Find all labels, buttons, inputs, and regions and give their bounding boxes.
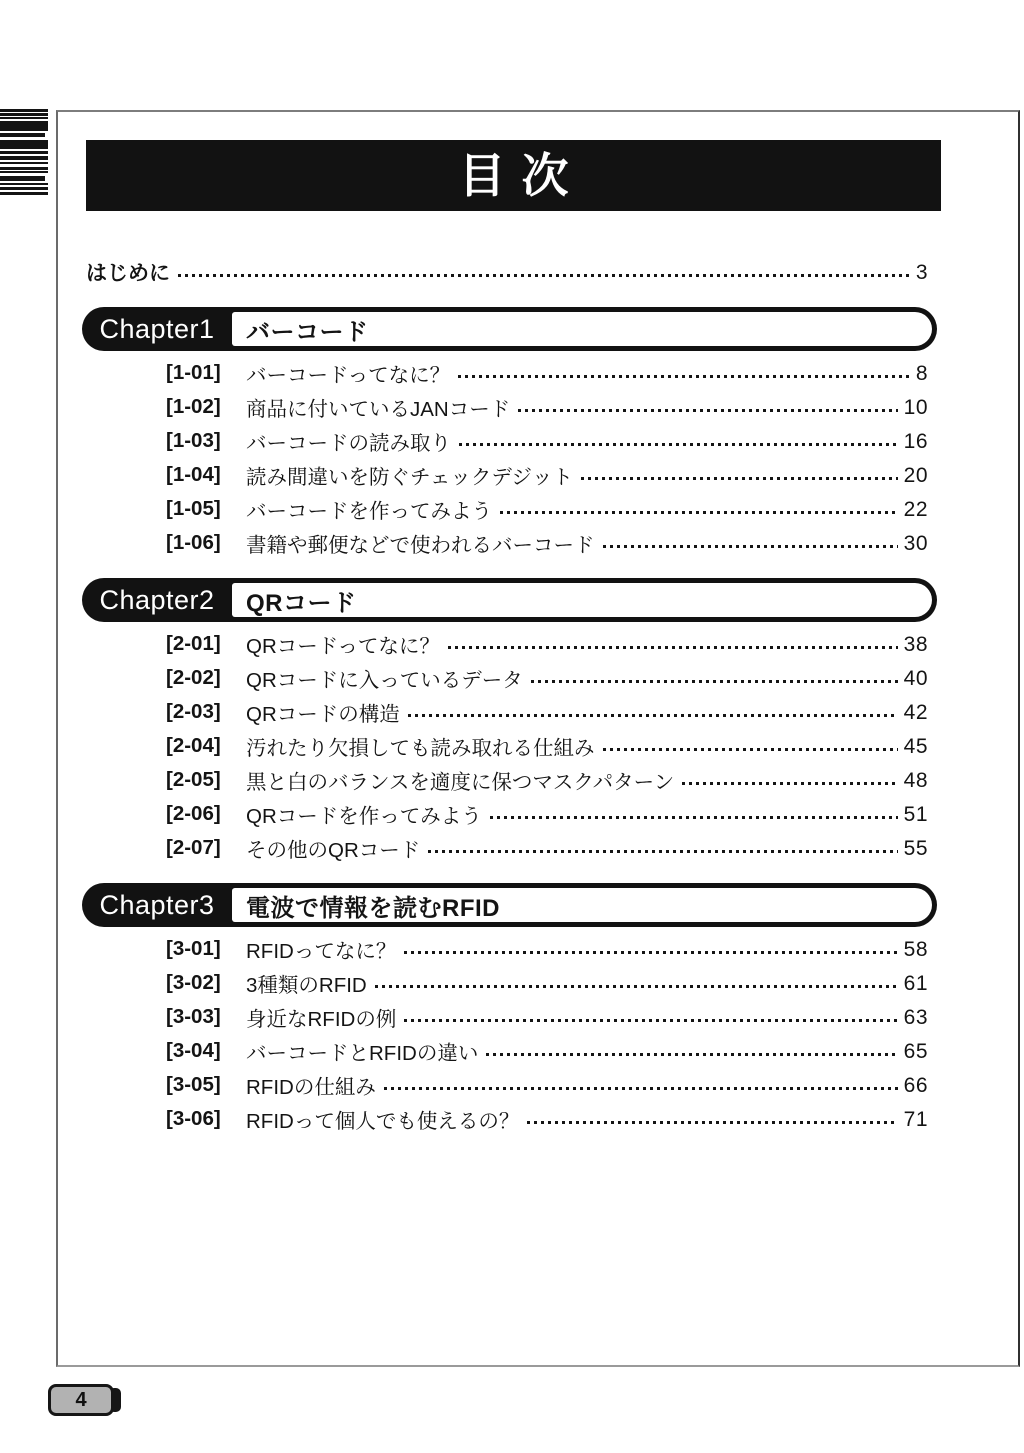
- toc-entry-row: [166, 661, 928, 695]
- toc-entry-row: [166, 932, 928, 966]
- entry-number: [2-06]: [166, 802, 221, 825]
- entry-title: バーコードの読み取り: [246, 432, 451, 455]
- intro-label: はじめに: [86, 262, 170, 285]
- entry-title: QRコードってなに？: [246, 635, 440, 658]
- chapter-title-panel: [232, 583, 932, 617]
- entry-page-number: 55: [903, 836, 928, 860]
- entry-page-number: 8: [915, 361, 928, 385]
- entry-number: [1-02]: [166, 395, 221, 418]
- dot-leader: [448, 646, 898, 649]
- entry-title: バーコードを作ってみよう: [246, 500, 492, 523]
- entry-page-number: 10: [903, 395, 928, 419]
- toc-entry-row: [166, 1000, 928, 1034]
- toc-entry-row: [166, 966, 928, 1000]
- entry-number: [3-04]: [166, 1039, 221, 1062]
- entry-page-number: 71: [903, 1107, 928, 1131]
- entry-title: QRコードを作ってみよう: [246, 805, 482, 828]
- intro-page-number: 3: [915, 260, 928, 284]
- dot-leader: [404, 1019, 897, 1022]
- toc-entry-row: [166, 831, 928, 865]
- dot-leader: [581, 477, 898, 480]
- toc-entry-row: [166, 1034, 928, 1068]
- entry-page-number: 58: [903, 937, 928, 961]
- dot-leader: [458, 375, 910, 378]
- dot-leader: [500, 511, 898, 514]
- toc-entry-row: [166, 458, 928, 492]
- entry-page-number: 61: [903, 971, 928, 995]
- entry-page-number: 20: [903, 463, 928, 487]
- toc-entry-row: [166, 797, 928, 831]
- toc-entry-row: [166, 390, 928, 424]
- toc-entry-row: [166, 763, 928, 797]
- entry-title: 商品に付いているJANコード: [246, 398, 511, 421]
- entry-number: [3-02]: [166, 971, 221, 994]
- toc-entry-row: [166, 695, 928, 729]
- entry-title: バーコードってなに？: [246, 364, 451, 387]
- entry-title: 3種類のRFID: [246, 974, 367, 997]
- entry-number: [3-03]: [166, 1005, 221, 1028]
- toc-entry-row: [166, 1068, 928, 1102]
- entry-number: [2-03]: [166, 700, 221, 723]
- entry-page-number: 66: [903, 1073, 928, 1097]
- chapter-heading: [82, 307, 937, 351]
- entry-number: [2-01]: [166, 632, 221, 655]
- entry-title: RFIDの仕組み: [246, 1076, 376, 1099]
- chapter-title-panel: [232, 888, 932, 922]
- dot-leader: [531, 680, 898, 683]
- entry-page-number: 40: [903, 666, 928, 690]
- dot-leader: [375, 985, 898, 988]
- chapter-heading: [82, 578, 937, 622]
- chapter-label: Chapter3: [99, 889, 215, 920]
- toc-entry-row: [166, 526, 928, 560]
- entry-page-number: 42: [903, 700, 928, 724]
- toc-entry-row: [166, 729, 928, 763]
- entry-title: RFIDって個人でも使えるの？: [246, 1110, 520, 1133]
- entry-page-number: 51: [903, 802, 928, 826]
- entry-number: [1-01]: [166, 361, 221, 384]
- chapter-entries: [166, 932, 928, 1136]
- toc-entry-row: [166, 1102, 928, 1136]
- dot-leader: [408, 714, 898, 717]
- dot-leader: [490, 816, 898, 819]
- chapter-section: [82, 578, 937, 865]
- chapter-section: [82, 883, 937, 1136]
- toc-intro-row: [86, 257, 928, 287]
- dot-leader: [404, 951, 897, 954]
- entry-number: [3-06]: [166, 1107, 221, 1130]
- entry-number: [1-05]: [166, 497, 221, 520]
- chapter-section: [82, 307, 937, 560]
- dot-leader: [486, 1053, 897, 1056]
- page-frame: [56, 110, 1020, 1367]
- entry-title: QRコードに入っているデータ: [246, 669, 523, 692]
- chapter-entries: [166, 356, 928, 560]
- chapter-title: 電波で情報を読むRFID: [246, 894, 500, 922]
- chapter-label: Chapter2: [99, 584, 215, 615]
- dot-leader: [384, 1087, 898, 1090]
- entry-title: QRコードの構造: [246, 703, 400, 726]
- toc-entry-row: [166, 627, 928, 661]
- entry-number: [1-06]: [166, 531, 221, 554]
- entry-page-number: 16: [903, 429, 928, 453]
- dot-leader: [682, 782, 897, 785]
- page-title-band: [86, 140, 941, 211]
- footer-page-badge: [48, 1384, 114, 1416]
- chapter-title-panel: [232, 312, 932, 346]
- footer-partial-mark: [112, 1388, 121, 1412]
- entry-page-number: 38: [903, 632, 928, 656]
- entry-number: [2-05]: [166, 768, 221, 791]
- entry-number: [2-02]: [166, 666, 221, 689]
- toc-entry-row: [166, 424, 928, 458]
- entry-number: [1-03]: [166, 429, 221, 452]
- dot-leader: [178, 274, 910, 277]
- entry-page-number: 63: [903, 1005, 928, 1029]
- dot-leader: [459, 443, 898, 446]
- entry-number: [3-05]: [166, 1073, 221, 1096]
- entry-number: [2-04]: [166, 734, 221, 757]
- dot-leader: [428, 850, 897, 853]
- toc-entry-row: [166, 356, 928, 390]
- entry-page-number: 48: [903, 768, 928, 792]
- toc-entry-row: [166, 492, 928, 526]
- entry-number: [2-07]: [166, 836, 221, 859]
- dot-leader: [527, 1121, 897, 1124]
- entry-title: RFIDってなに？: [246, 940, 397, 963]
- entry-title: バーコードとRFIDの違い: [246, 1042, 479, 1065]
- footer-page-number: 4: [75, 1388, 87, 1411]
- entry-number: [3-01]: [166, 937, 221, 960]
- entry-title: その他のQRコード: [246, 839, 421, 862]
- chapter-title: バーコード: [246, 318, 369, 346]
- entry-title: 読み間違いを防ぐチェックデジット: [246, 466, 573, 489]
- entry-page-number: 65: [903, 1039, 928, 1063]
- chapter-label: Chapter1: [99, 313, 215, 344]
- entry-page-number: 45: [903, 734, 928, 758]
- spine-barcode-icon: [0, 109, 48, 195]
- dot-leader: [518, 409, 897, 412]
- dot-leader: [603, 748, 898, 751]
- chapter-entries: [166, 627, 928, 865]
- page-title: 目次: [458, 149, 585, 202]
- entry-title: 黒と白のバランスを適度に保つマスクパターン: [246, 771, 675, 794]
- entry-page-number: 30: [903, 531, 928, 555]
- chapter-heading: [82, 883, 937, 927]
- chapter-list: [58, 307, 1018, 1136]
- entry-page-number: 22: [903, 497, 928, 521]
- entry-title: 身近なRFIDの例: [246, 1008, 397, 1031]
- entry-title: 書籍や郵便などで使われるバーコード: [246, 534, 595, 557]
- chapter-title: QRコード: [246, 589, 357, 617]
- dot-leader: [603, 545, 898, 548]
- entry-number: [1-04]: [166, 463, 221, 486]
- entry-title: 汚れたり欠損しても読み取れる仕組み: [246, 737, 595, 760]
